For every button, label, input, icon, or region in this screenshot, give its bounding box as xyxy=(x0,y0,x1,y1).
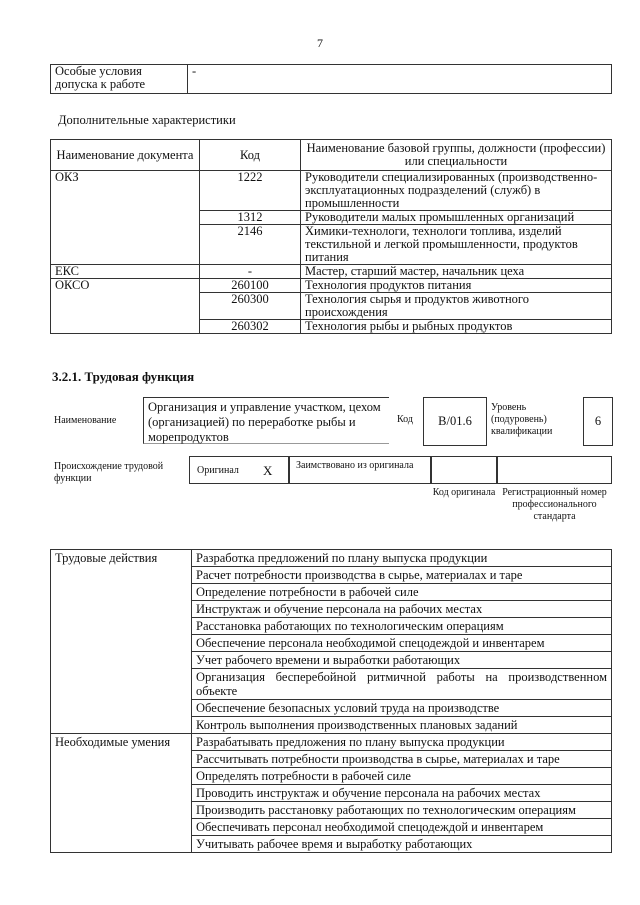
additional-characteristics-heading: Дополнительные характеристики xyxy=(58,113,236,127)
table-row xyxy=(51,734,612,751)
skill-item: Рассчитывать потребности производства в сырье, материалах и таре xyxy=(192,751,612,768)
origin-row xyxy=(189,456,612,484)
original-label: Оригинал xyxy=(197,465,239,476)
skill-item: Обеспечивать персонал необходимой спецодеждой и инвентарем xyxy=(192,819,612,836)
col-header-document: Наименование документа xyxy=(51,140,200,171)
characteristics-table xyxy=(50,139,612,334)
qualification-level-value: 6 xyxy=(583,397,613,446)
doc-cell: ОКЗ xyxy=(51,171,200,211)
page-number: 7 xyxy=(317,36,323,50)
origin-label: Происхождение трудовой функции xyxy=(54,461,164,484)
table-row xyxy=(51,211,612,225)
function-code-value: B/01.6 xyxy=(423,397,487,446)
skill-item: Разрабатывать предложения по плану выпуска продукции xyxy=(192,734,612,751)
borrowed-label: Заимствовано из оригинала xyxy=(289,456,431,484)
doc-cell: ЕКС xyxy=(51,265,200,279)
col-header-name: Наименование базовой группы, должности (профессии) или специальности xyxy=(301,140,612,171)
code-cell: 260300 xyxy=(200,293,301,320)
code-cell: 1222 xyxy=(200,171,301,211)
skills-label: Необходимые умения xyxy=(51,734,192,853)
skill-item: Проводить инструктаж и обучение персонала на рабочих местах xyxy=(192,785,612,802)
reg-number-label: Регистрационный номер профессионального стандарта xyxy=(502,487,607,522)
col-header-code: Код xyxy=(200,140,301,171)
doc-cell xyxy=(51,320,200,334)
name-cell: Руководители малых промышленных организаций xyxy=(301,211,612,225)
name-cell: Технология рыбы и рыбных продуктов xyxy=(301,320,612,334)
doc-cell xyxy=(51,225,200,265)
function-name-value: Организация и управление участком, цехом (организацией) по переработке рыбы и морепродуктов xyxy=(143,397,389,444)
doc-cell xyxy=(51,293,200,320)
name-cell: Химики-технологи, технологи топлива, изделий текстильной и легкой промышленности, продуктов питания xyxy=(301,225,612,265)
labor-action-item: Расстановка работающих по технологическим операциям xyxy=(192,618,612,635)
name-cell: Мастер, старший мастер, начальник цеха xyxy=(301,265,612,279)
labor-actions-label: Трудовые действия xyxy=(51,550,192,734)
section-title: 3.2.1. Трудовая функция xyxy=(52,369,195,384)
function-name-label: Наименование xyxy=(54,415,117,426)
labor-action-item: Расчет потребности производства в сырье, материалах и таре xyxy=(192,567,612,584)
original-cell xyxy=(189,456,289,484)
table-row xyxy=(51,171,612,211)
code-cell: 260302 xyxy=(200,320,301,334)
name-cell: Руководители специализированных (производственно-эксплуатационных подразделений (служб) в промышленности xyxy=(301,171,612,211)
labor-action-item: Определение потребности в рабочей силе xyxy=(192,584,612,601)
doc-cell xyxy=(51,211,200,225)
function-code-label: Код xyxy=(397,414,413,425)
table-row xyxy=(51,265,612,279)
original-mark: X xyxy=(263,463,273,478)
code-original-cell xyxy=(431,456,497,484)
special-conditions-value: - xyxy=(188,65,612,94)
labor-action-item: Контроль выполнения производственных плановых заданий xyxy=(192,717,612,734)
skill-item: Определять потребности в рабочей силе xyxy=(192,768,612,785)
code-cell: 1312 xyxy=(200,211,301,225)
labor-function-table xyxy=(50,549,612,853)
code-cell: 2146 xyxy=(200,225,301,265)
special-conditions-table xyxy=(50,64,612,94)
labor-action-item: Обеспечение безопасных условий труда на производстве xyxy=(192,700,612,717)
labor-action-item: Инструктаж и обучение персонала на рабочих местах xyxy=(192,601,612,618)
labor-action-item: Организация бесперебойной ритмичной работы на производственном объекте xyxy=(192,669,612,700)
qualification-level-label: Уровень (подуровень) квалификации xyxy=(491,402,553,437)
labor-action-item: Учет рабочего времени и выработки работающих xyxy=(192,652,612,669)
special-conditions-label: Особые условия допуска к работе xyxy=(51,65,188,94)
table-row xyxy=(51,550,612,567)
table-row xyxy=(51,279,612,293)
table-row xyxy=(51,225,612,265)
code-original-label: Код оригинала xyxy=(432,487,496,498)
reg-number-cell xyxy=(497,456,612,484)
table-row xyxy=(51,320,612,334)
labor-action-item: Обеспечение персонала необходимой спецодеждой и инвентарем xyxy=(192,635,612,652)
labor-action-item: Разработка предложений по плану выпуска продукции xyxy=(192,550,612,567)
code-cell: - xyxy=(200,265,301,279)
skill-item: Учитывать рабочее время и выработку работающих xyxy=(192,836,612,853)
code-cell: 260100 xyxy=(200,279,301,293)
doc-cell: ОКСО xyxy=(51,279,200,293)
skill-item: Производить расстановку работающих по технологическим операциям xyxy=(192,802,612,819)
table-row xyxy=(51,293,612,320)
name-cell: Технология продуктов питания xyxy=(301,279,612,293)
name-cell: Технология сырья и продуктов животного происхождения xyxy=(301,293,612,320)
